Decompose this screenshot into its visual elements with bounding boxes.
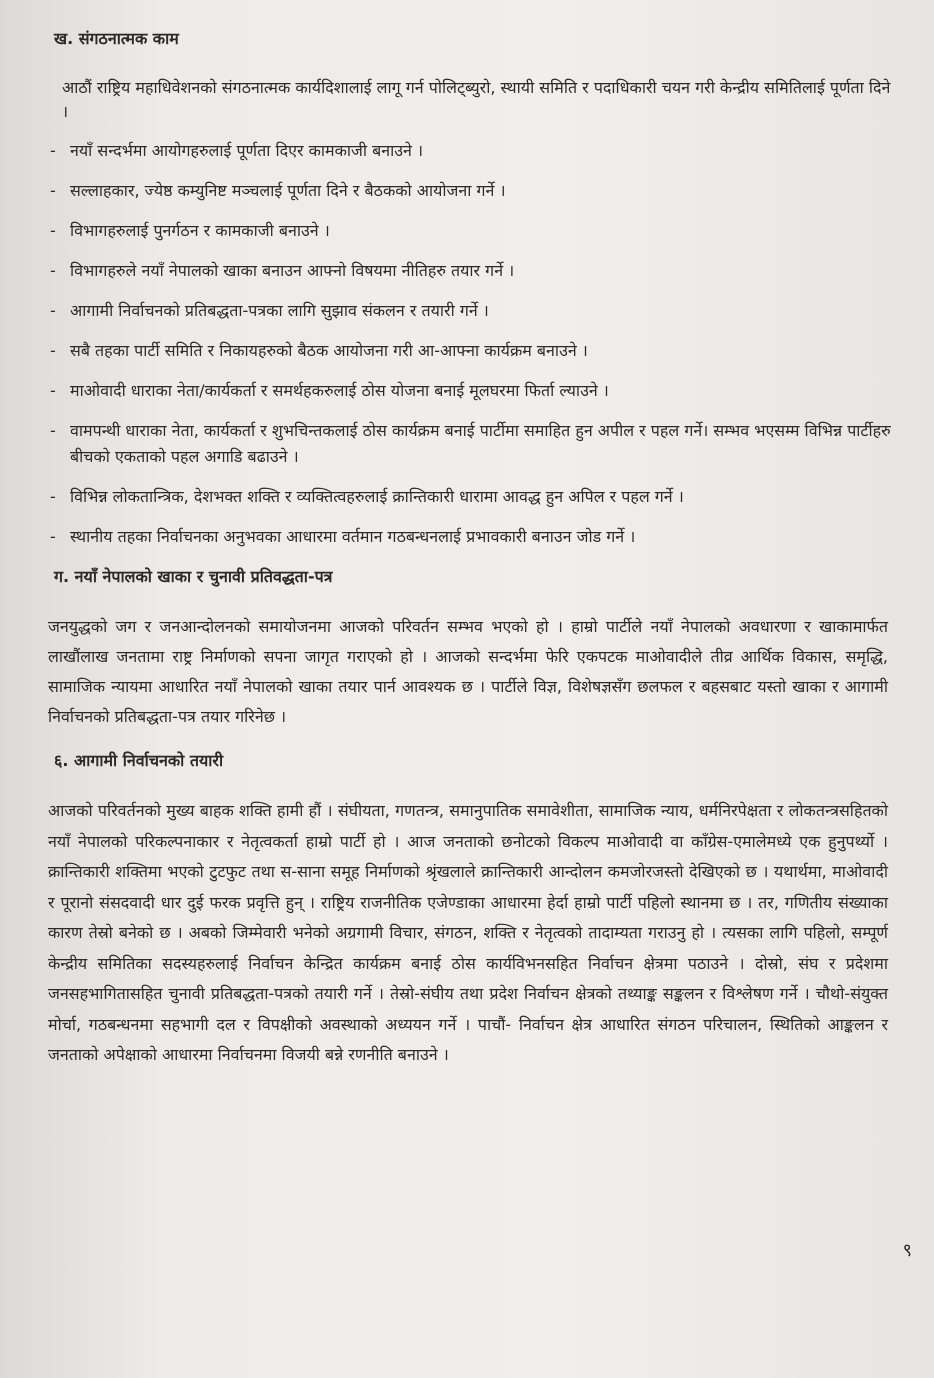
section-heading-kha: ख. संगठनात्मक काम	[54, 29, 179, 48]
list-item-text: विभिन्न लोकतान्त्रिक, देशभक्त शक्ति र व्यक्तित्वहरुलाई क्रान्तिकारी धारामा आवद्ध हुन अपिल र पहल गर्ने ।	[70, 487, 684, 506]
list-item-text: विभागहरुलाई पुनर्गठन र कामकाजी बनाउने ।	[70, 221, 330, 240]
list-item	[48, 524, 894, 550]
list-item-text: विभागहरुले नयाँ नेपालको खाका बनाउन आफ्नो विषयमा नीतिहरु तयार गर्ने ।	[70, 261, 515, 280]
list-item-text: स्थानीय तहका निर्वाचनका अनुभवका आधारमा वर्तमान गठबन्धनलाई प्रभावकारी बनाउन जोड गर्ने ।	[70, 527, 636, 546]
list-item	[48, 378, 894, 404]
list-item-text: आगामी निर्वाचनको प्रतिबद्धता-पत्रका लागि सुझाव संकलन र तयारी गर्ने ।	[70, 301, 489, 320]
bullet-dash: -	[50, 341, 56, 360]
section-6-paragraph: आजको परिवर्तनको मुख्य बाहक शक्ति हामी हौं । संघीयता, गणतन्त्र, समानुपातिक समावेशीता, सामाजिक न्याय, धर्मनिरपेक्षता र लोकतन्त्रसहितको नयाँ नेपालको परिकल्पनाकार र नेतृत्वकर्ता हाम्रो पार्टी हो । आज जनताको छनोटको विकल्प माओवादी वा काँग्रेस-एमालेमध्ये एक हुनुपर्थ्यो । क्रान्तिकारी शक्तिमा भएको टुटफुट तथा स-साना समूह निर्माणको श्रृंखलाले क्रान्तिकारी आन्दोलन कमजोरजस्तो देखिएको छ । यथार्थमा, माओवादी र पूरानो संसदवादी धार दुई फरक प्रवृत्ति हुन् । राष्ट्रिय राजनीतिक एजेण्डाका आधारमा हेर्दा हाम्रो पार्टी पहिलो स्थानमा छ । तर, गणितीय संख्याका कारण तेस्रो बनेको छ । अबको जिम्मेवारी भनेको अग्रगामी विचार, संगठन, शक्ति र नेतृत्वको तादाम्यता गराउनु हो । त्यसका लागि पहिलो, सम्पूर्ण केन्द्रीय समितिका सदस्यहरुलाई निर्वाचन केन्द्रित कार्यक्रम बनाई ठोस कार्यविभनसहित निर्वाचन क्षेत्रमा पठाउने । दोस्रो, संघ र प्रदेशमा जनसहभागितासहित चुनावी प्रतिबद्धता-पत्रको तयारी गर्ने । तेस्रो-संघीय तथा प्रदेश निर्वाचन क्षेत्रको तथ्याङ्क सङ्कलन र विश्लेषण गर्ने । चौथो-संयुक्त मोर्चा, गठबन्धनमा सहभागी दल र विपक्षीको अवस्थाको अध्ययन गर्ने । पाचौं- निर्वाचन क्षेत्र आधारित संगठन परिचालन, स्थितिको आङ्कलन र जनताको अपेक्षाको आधारमा निर्वाचनमा विजयी बन्ने रणनीति बनाउने ।	[48, 801, 888, 1064]
list-item	[48, 258, 894, 284]
section-kha-intro: आठौं राष्ट्रिय महाधिवेशनको संगठनात्मक कार्यदिशालाई लागू गर्न पोलिट्ब्युरो, स्थायी समिति र पदाधिकारी चयन गरी केन्द्रीय समितिलाई पूर्णता दिने ।	[62, 78, 891, 121]
list-item-text: नयाँ सन्दर्भमा आयोगहरुलाई पूर्णता दिएर कामकाजी बनाउने ।	[70, 141, 424, 160]
bullet-dash: -	[50, 527, 56, 546]
list-item	[48, 138, 894, 164]
list-item	[48, 178, 894, 204]
section-ga-paragraph: जनयुद्धको जग र जनआन्दोलनको समायोजनमा आजको परिवर्तन सम्भव भएको हो । हाम्रो पार्टीले नयाँ नेपालको अवधारणा र खाकामार्फत लाखौंलाख जनतामा राष्ट्र निर्माणको सपना जागृत गराएको हो । आजको सन्दर्भमा फेरि एकपटक माओवादीले तीव्र आर्थिक विकास, समृद्धि, सामाजिक न्यायमा आधारित नयाँ नेपालको खाका तयार पार्न आवश्यक छ । पार्टीले विज्ञ, विशेषज्ञसँग छलफल र बहसबाट यस्तो खाका र आगामी निर्वाचनको प्रतिबद्धता-पत्र तयार गरिनेछ ।	[48, 617, 888, 726]
list-item-text: माओवादी धाराका नेता/कार्यकर्ता र समर्थहकरुलाई ठोस योजना बनाई मूलघरमा फिर्ता ल्याउने ।	[70, 381, 609, 400]
bullet-dash: -	[50, 141, 56, 160]
bullet-dash: -	[50, 301, 56, 320]
bullet-dash: -	[50, 221, 56, 240]
list-item-text: सबै तहका पार्टी समिति र निकायहरुको बैठक आयोजना गरी आ-आफ्ना कार्यक्रम बनाउने ।	[70, 341, 588, 360]
list-item	[48, 338, 894, 364]
list-item	[48, 298, 894, 324]
bullet-dash: -	[50, 181, 56, 200]
bullet-dash: -	[50, 381, 56, 400]
section-heading-6: ६. आगामी निर्वाचनको तयारी	[54, 751, 224, 770]
bullet-dash: -	[50, 487, 56, 506]
list-item	[48, 218, 894, 244]
list-item-text: सल्लाहकार, ज्येष्ठ कम्युनिष्ट मञ्चलाई पूर्णता दिने र बैठकको आयोजना गर्ने ।	[70, 181, 506, 200]
page-number: ९	[902, 1240, 912, 1261]
list-item	[48, 484, 894, 510]
bullet-dash: -	[50, 261, 56, 280]
section-kha-list	[48, 138, 894, 550]
list-item	[48, 418, 894, 470]
section-heading-ga: ग. नयाँ नेपालको खाका र चुनावी प्रतिवद्धता-पत्र	[54, 567, 333, 586]
list-item-text: वामपन्थी धाराका नेता, कार्यकर्ता र शुभचिन्तकलाई ठोस कार्यक्रम बनाई पार्टीमा समाहित हुन अपील र पहल गर्ने। सम्भव भएसम्म विभिन्न पार्टीहरु बीचको एकताको पहल अगाडि बढाउने ।	[70, 421, 891, 466]
bullet-dash: -	[50, 421, 56, 440]
